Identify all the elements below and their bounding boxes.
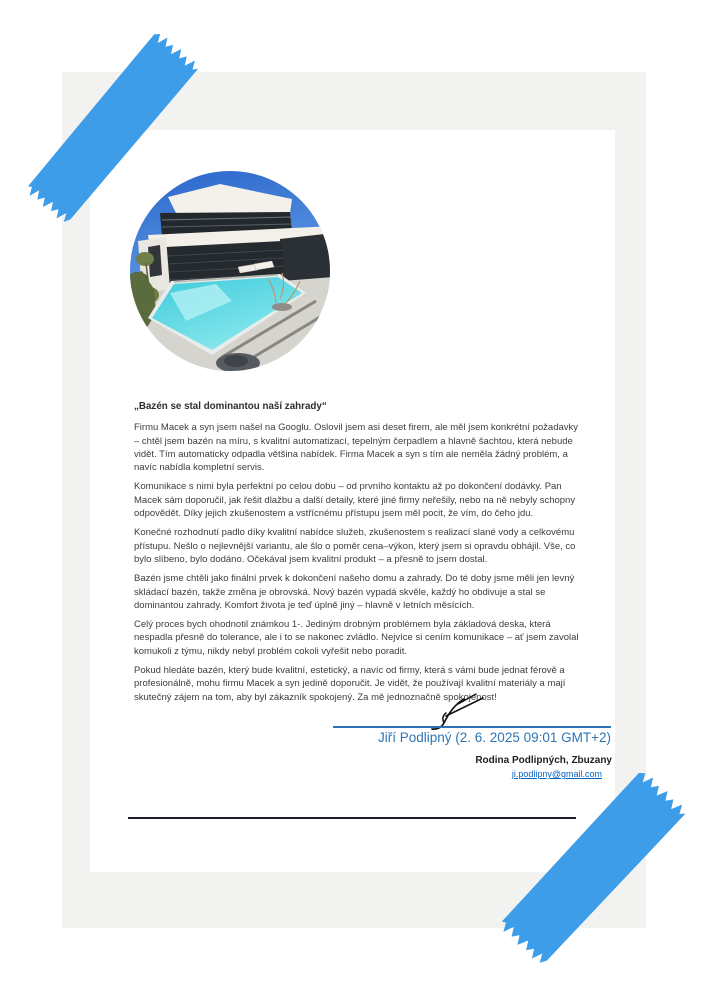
signer-family-city: Rodina Podlipných, Zbuzany (475, 755, 612, 766)
signer-name-date: Jiří Podlipný (2. 6. 2025 09:01 GMT+2) (378, 730, 611, 745)
testimonial-paragraph: Firmu Macek a syn jsem našel na Googlu. Oslovil jsem asi deset firem, ale měl jsem konkrétní požadavky – chtěl jsem bazén na míru, s kvalitní automatizací, tepelným čerpadlem a hlavně šachtou, která nebude vidět. Tím automaticky odpadla většina nabídek. Firma Macek a syn s tím ale neměla žádný problém, a navíc nabídla kompletní servis. (134, 422, 579, 474)
signer-email-row (300, 769, 602, 779)
testimonial-paragraph: Celý proces bych ohodnotil známkou 1-. Jediným drobným problémem byla základová deska, která nespadla přesně do tolerance, ale i to se nakonec zvládlo. Nejvíce si cením komunikace – ať jsem zavolal komukoli z týmu, nikdy nebyl problém cokoli vyřešit nebo poradit. (134, 619, 579, 657)
footer-divider (128, 817, 576, 819)
testimonial-paragraph: Konečné rozhodnutí padlo díky kvalitní nabídce služeb, zkušenostem s realizací slané vody a celkovému přístupu. Nešlo o nejlevnější variantu, ale šlo o poměr cena–výkon, který jsem si opravdu obhájil. Vše, co bylo slíbeno, bylo dodáno. Očekával jsem kvalitní produkt – a přesně to jsem dostal. (134, 527, 576, 565)
letter-content (134, 400, 584, 710)
testimonial-paragraph: Komunikace s nimi byla perfektní po celou dobu – od prvního kontaktu až po dokončení dodávky. Pan Macek sám doporučil, jak řešit dlažbu a další detaily, které jiné firmy neřešily, nebo na ně nebyly schopny odpovědět. Díky jejich zkušenostem a vstřícnému přístupu jsem měl pocit, že vím, do čeho jdu. (134, 481, 576, 520)
signer-email-link[interactable]: ji.podlipny@gmail.com (511, 769, 602, 779)
testimonial-paragraph: Bazén jsme chtěli jako finální prvek k dokončení našeho domu a zahrady. Do té doby jsme měli jen levný skládací bazén, takže změna je obrovská. Nový bazén vypadá skvěle, každý ho obdivuje a stal se dominantou zahrady. Komfort života je teď úplně jiný – hlavně v letních měsících. (134, 573, 575, 611)
signature-divider (333, 726, 611, 728)
testimonial-paragraph: Pokud hledáte bazén, který bude kvalitní, estetický, a navíc od firmy, která s vámi bude jednat férově a profesionálně, mohu firmu Macek a syn jedině doporučit. Je vidět, že používají kvalitní materiály a mají skutečný zájem na tom, aby byl zákazník spokojený. Za mě jednoznačně spokojenost! (134, 665, 566, 703)
house-pool-photo-illustration (130, 171, 330, 371)
testimonial-heading: „Bazén se stal dominantou naší zahrady“ (134, 401, 327, 412)
house-pool-photo (130, 171, 330, 371)
